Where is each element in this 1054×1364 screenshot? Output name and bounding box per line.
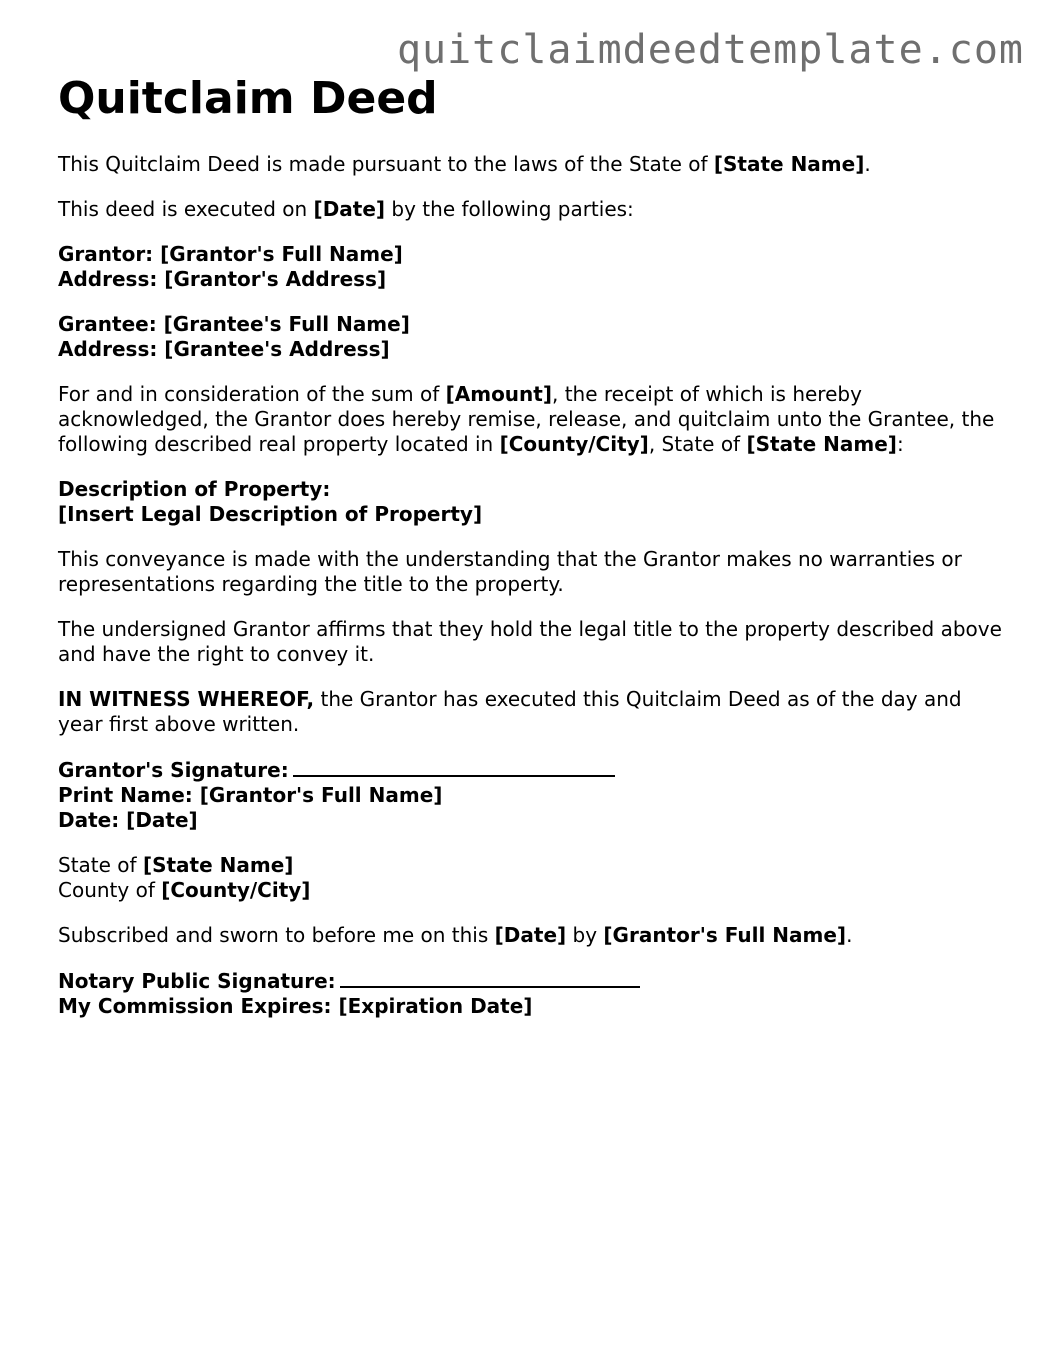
grantor-address-line: Address: [Grantor's Address] bbox=[58, 267, 387, 291]
grantee-name-line: Grantee: [Grantee's Full Name] bbox=[58, 312, 410, 336]
county-label: County of bbox=[58, 878, 162, 902]
intro-text: This Quitclaim Deed is made pursuant to the laws of the State of bbox=[58, 152, 714, 176]
description-block bbox=[58, 477, 1008, 527]
document-title: Quitclaim Deed bbox=[58, 73, 438, 124]
grantor-signature-block bbox=[58, 757, 1008, 833]
grantor-signature-field[interactable] bbox=[293, 757, 615, 777]
print-name-line: Print Name: [Grantor's Full Name] bbox=[58, 783, 443, 807]
subscribed-paragraph bbox=[58, 923, 1008, 948]
county-value: [County/City] bbox=[161, 878, 311, 902]
state-placeholder-2: [State Name] bbox=[746, 432, 897, 456]
subscribed-date: [Date] bbox=[494, 923, 567, 947]
state-label: State of bbox=[58, 853, 143, 877]
consideration-text-2: , the receipt of which is hereby acknowledged, the Grantor does hereby remise, release, and quitclaim unto the Grantee, the following described real property located in bbox=[58, 382, 995, 456]
notary-signature-label: Notary Public Signature: bbox=[58, 969, 336, 993]
affirmation-paragraph: The undersigned Grantor affirms that they hold the legal title to the property described above and have the right to convey it. bbox=[58, 617, 1002, 666]
subscribed-text-3: . bbox=[846, 923, 853, 947]
conveyance-paragraph: This conveyance is made with the understanding that the Grantor makes no warranties or representations regarding the title to the property. bbox=[58, 547, 962, 596]
executed-paragraph bbox=[58, 197, 1008, 222]
grantor-signature-line bbox=[58, 757, 1008, 783]
commission-line: My Commission Expires: [Expiration Date] bbox=[58, 994, 533, 1018]
consideration-text-3: , State of bbox=[648, 432, 747, 456]
notary-county-line bbox=[58, 878, 1008, 903]
subscribed-text-1: Subscribed and sworn to before me on this bbox=[58, 923, 495, 947]
subscribed-text-2: by bbox=[566, 923, 604, 947]
notary-block bbox=[58, 968, 1008, 1019]
witness-text: the Grantor has executed this Quitclaim Deed as of the day and year first above written. bbox=[58, 687, 962, 736]
grantor-signature-label: Grantor's Signature: bbox=[58, 758, 289, 782]
grantor-block bbox=[58, 242, 1008, 292]
witness-paragraph bbox=[58, 687, 1008, 737]
executed-text-end: by the following parties: bbox=[385, 197, 634, 221]
consideration-paragraph bbox=[58, 382, 1008, 457]
grantee-address-line: Address: [Grantee's Address] bbox=[58, 337, 390, 361]
intro-end: . bbox=[864, 152, 871, 176]
date-placeholder: [Date] bbox=[313, 197, 386, 221]
state-placeholder: [State Name] bbox=[713, 152, 865, 176]
amount-placeholder: [Amount] bbox=[445, 382, 552, 406]
notary-signature-line bbox=[58, 968, 1008, 994]
watermark: quitclaimdeedtemplate.com bbox=[396, 27, 1024, 73]
witness-lead: IN WITNESS WHEREOF, bbox=[58, 687, 315, 711]
grantee-block bbox=[58, 312, 1008, 362]
description-placeholder: [Insert Legal Description of Property] bbox=[58, 502, 483, 526]
intro-paragraph bbox=[58, 152, 1008, 177]
document-body bbox=[58, 72, 1008, 1039]
notary-signature-field[interactable] bbox=[340, 968, 640, 988]
consideration-text-4: : bbox=[896, 432, 904, 456]
grantor-name-line: Grantor: [Grantor's Full Name] bbox=[58, 242, 403, 266]
state-value: [State Name] bbox=[142, 853, 294, 877]
notary-state-line bbox=[58, 853, 1008, 878]
signature-date-line: Date: [Date] bbox=[58, 808, 198, 832]
consideration-text-1: For and in consideration of the sum of bbox=[58, 382, 446, 406]
notary-location-block bbox=[58, 853, 1008, 903]
subscribed-name: [Grantor's Full Name] bbox=[603, 923, 847, 947]
executed-text: This deed is executed on bbox=[58, 197, 314, 221]
county-placeholder: [County/City] bbox=[499, 432, 649, 456]
description-heading: Description of Property: bbox=[58, 477, 331, 501]
